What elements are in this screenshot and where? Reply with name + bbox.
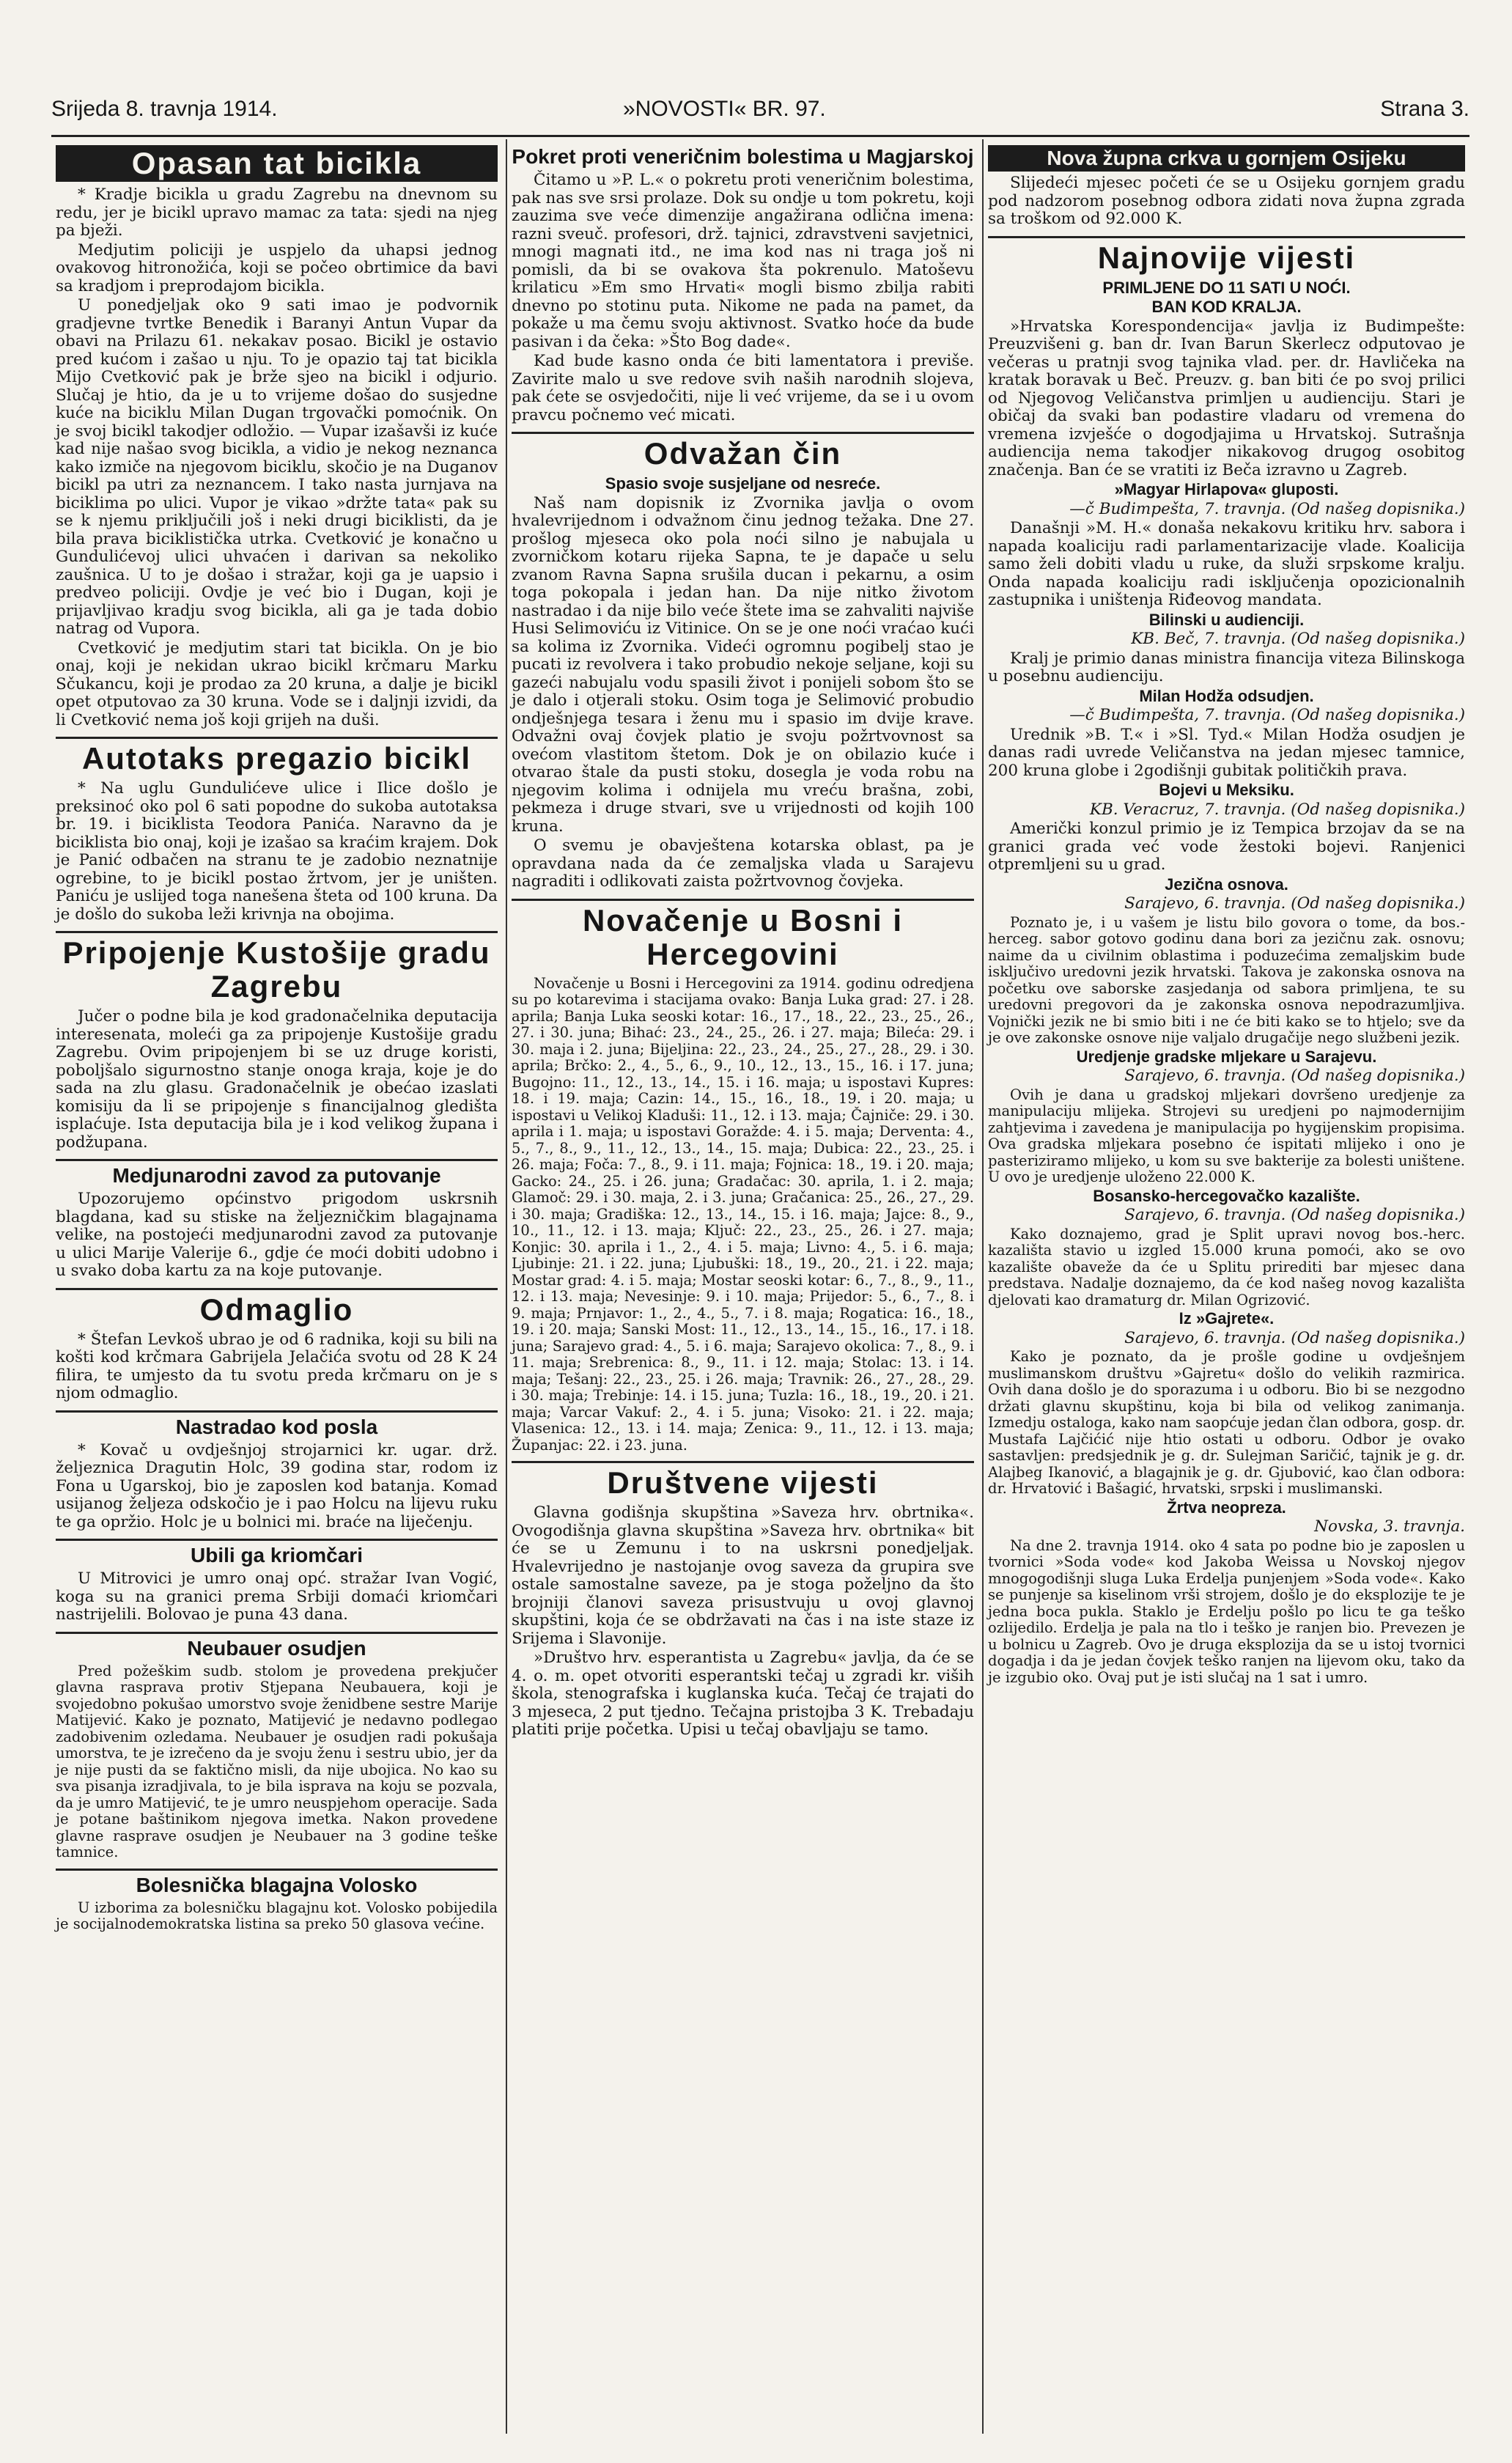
article-title: Opasan tat bicikla: [56, 145, 498, 182]
article-paragraph: U Mitrovici je umro onaj opć. stražar Ivan Vogić, koga su na granici prema Srbiji domaći kriomčari nastrijelili. Bolovao je puna 43 dana.: [56, 1569, 498, 1624]
article-paragraph: Na dne 2. travnja 1914. oko 4 sata po podne bio je zaposlen u tvornici »Soda vode« kod Jakoba Weissa u Novskoj njegov mnogogodišnji sluga Luka Erdelja punjenjem »Soda vode«. Kako se punjenje sa kiselinom vrši strojem, došlo je do eksplozije te je jedna boca pukla. Staklo je Erdelju pošlo po licu te ga teško ozlijedilo. Erdelja je pala na tlo i teško je ranjen bio. Prevezen je u bolnicu u Zagreb. Ovo je druga eksplozija da se u istoj tvornici dogadja i da je jedan čovjek teško ranjen na lijevom oku, tako da je izgubio oko. Ovaj put je isti slučaj na 1 sat i umro.: [988, 1536, 1465, 1686]
article-paragraph: »Hrvatska Korespondencija« javlja iz Budimpešte: Preuzvišeni g. ban dr. Ivan Barun Skerlecz odputovao je večeras u pratnji svog tajnika vlad. per. dr. Havličeka na kratak boravak u Beč. Preuzv. g. ban biti će po svoj prilici od Njegovog Veličanstva primljen u audienciju. Stari je običaj da svaki ban podastire vladaru od vremena do vremena izvješće o dogodjajima u Hrvatskoj. Sutrašnja audiencija nema takodjer nikakovog drugog osobitog značenja. Ban će se vratiti iz Beča izravno u Zagreb.: [988, 317, 1465, 479]
article-paragraph: * Štefan Levkoš ubrao je od 6 radnika, koji su bili na košti kod krčmara Gabrijela Jelačića svotu od 28 K 24 filira, te umjesto da tu svotu preda krčmaru on je s njom odmaglio.: [56, 1330, 498, 1402]
article-title: Autotaks pregazio bicikl: [56, 737, 498, 776]
article-paragraph: * Na uglu Gundulićeve ulice i Ilice došlo je preksinoć oko pol 6 sati popodne do sukoba autotaksa br. 19. i biciklista Teodora Panića. Naravno da je biciklista bio onaj, koji je izašao sa kraćim krajem. Dok je Panić odbačen na stranu te je zadobio neznatnije ogrebine, to je bicikl postao žrtvom, jer je uništen. Paniću je uslijed toga nanešena šteta od 100 kruna. Da je došlo do sukoba leži krivnja na obojima.: [56, 779, 498, 924]
article-paragraph: Upozorujemo općinstvo prigodom uskrsnih blagdana, kad su stiske na željezničkim blagajnama velike, na postojeći medjunarodni zavod za putovanje u ulici Marije Valerije 6., gdje će moći dobiti udobno i u svako doba kartu za na koje putovanje.: [56, 1190, 498, 1280]
news-headline: Bojevi u Meksiku.: [1159, 781, 1294, 799]
article-paragraph: Današnji »M. H.« donaša nekakovu kritiku hrv. sabora i napada koaliciju radi parlamentarizacije vlade. Koalicija samo želi dobiti vladu u ruke, da služi srpskome kralju. Onda napada koaliciju radi isključenja opozicionalnih zastupnika i uništenja Riđeovog mandata.: [988, 519, 1465, 609]
article-paragraph: U ponedjeljak oko 9 sati imao je podvornik gradjevne tvrtke Benedik i Baranyi Antun Vupar da obavi na Prilazu 61. nekakav posao. Bicikl je ostavio pred kućom i zašao u nju. To je opazio taj tat bicikla Mijo Cvetković pak je brže sjeo na bicikl i odjurio. Slučaj je htio, da je u to vrijeme došao do susjedne kuće na biciklu Milan Dugan trgovački pomoćnik. On je svoj bicikl takodjer odložio. — Vupar izašavši iz kuće kad nije našao svog bicikla, a vidio je nekog neznanca kako izmiče na njegovom biciklu, skočio je na Duganov bicikl pa utri za neznancem. I tako nasta jurnjava na biciklima po ulici. Vupor je vikao »držte tata« pak su se k njemu priključili još i neki drugi biciklisti, da je bila prava biciklistička utrka. Cvetković je konačno u Gundulićevoj ulici uhvaćen i darivan sa nekoliko zaušnica. U to je došao i stražar, koji ga je uapsio i predveo policiji. Ovdje je već bio i Dugan, koji je prijavljivao kradju svog bicikla, ali ga je tada dobio natrag od Vupora.: [56, 296, 498, 638]
news-headline: Jezična osnova.: [1165, 875, 1288, 894]
dateline: KB. Veracruz, 7. travnja. (Od našeg dopisnika.): [1089, 800, 1465, 819]
page-number: Strana 3.: [1380, 97, 1469, 121]
article-paragraph: Čitamo u »P. L.« o pokretu proti veneričnim bolestima, pak nas sve srsi prolaze. Dok su ondje u tom pokretu, koji zauzima sve veće dimenzije angažirana odlična imena: razni sveuč. profesori, drž. tajnici, zdravstveni savjetnici, mnogi magnati itd., ne ima kod nas ni traga još ni pomisli, da bi se ovakova šta pokrenulo. Matoševu krilaticu »Em smo Hrvati« mogli bismo zbilja rabiti dnevno po stotinu puta. Nikome ne pada na pamet, da pokaže u ma čemu svoju aktivnost. Svatko hoće da bude pasivan i da čeka: »Što Bog dade«.: [512, 171, 974, 351]
dateline: Sarajevo, 6. travnja. (Od našeg dopisnika.): [1124, 1206, 1465, 1224]
article-paragraph: * Kovač u ovdješnjoj strojarnici kr. ugar. drž. željeznica Dragutin Holc, 39 godina star, rodom iz Fona u Ugarskoj, bio je zaposlen kod batanja. Komad usijanog željeza odskočio je i pao Holcu na lijevu ruku te ga opržio. Holc je u bolnici mi. braće na liječenju.: [56, 1440, 498, 1531]
dateline: Sarajevo, 6. travnja. (Od našeg dopisnika.): [1124, 894, 1465, 913]
article-title: Odmaglio: [56, 1288, 498, 1327]
article-paragraph: Medjutim policiji je uspjelo da uhapsi jednog ovakovog hitronožića, koji se počeo obrtimice da bavi sa kradjom i preprodajom bicikla.: [56, 240, 498, 295]
article-title: Bolesnička blagajna Volosko: [56, 1869, 498, 1897]
article-paragraph: O svemu je obavještena kotarska oblast, pa je opravdana nada da će zemaljska vlada u Sarajevu nagraditi i odlikovati zaista požrtvovnog čovjeka.: [512, 836, 974, 891]
news-headline: »Magyar Hirlapova« gluposti.: [1114, 480, 1339, 498]
section-subtitle: PRIMLJENE DO 11 SATI U NOĆI.: [1102, 278, 1351, 297]
dateline: Novska, 3. travnja.: [1314, 1517, 1465, 1536]
article-paragraph: Slijedeći mjesec početi će se u Osijeku gornjem gradu pod nadzorom posebnog odbora zidati nova župna zgrada sa troškom od 92.000 K.: [988, 174, 1465, 228]
article-title: Nastradao kod posla: [56, 1410, 498, 1439]
news-headline: Uredjenje gradske mljekare u Sarajevu.: [1076, 1047, 1377, 1066]
article-paragraph: Kralj je primio danas ministra financija viteza Bilinskoga u posebnu audienciju.: [988, 649, 1465, 685]
article-title: Nova župna crkva u gornjem Osijeku: [988, 145, 1465, 172]
article-subtitle: Spasio svoje susjeljane od nesreće.: [605, 474, 881, 493]
section-subtitle: BAN KOD KRALJA.: [1151, 298, 1302, 316]
article-paragraph: Naš nam dopisnik iz Zvornika javlja o ovom hvalevrijednom i odvažnom činu jednog težaka. Dne 27. prošlog mjeseca oko pola noći silno je nabujala u zvorničkom kotaru rijeka Sapna, te je dapače u selu zvanom Ravna Sapna srušila ducan i pekarnu, a osim toga pokopala i jedan han. Da nije nitko životom nastradao i da nije bilo veće štete ima se zahvaliti najviše Husi Selimoviću iz Vitinice. On se je one noći vraćao kući sa kolima iz Zvornika. Videći ogromnu pogibelj stao je pucati iz revolvera i tako probudio nekoje seljane, koji su gazeći nabujalu vodu spasili život i ponijeli sobom što se je dalo i otjerali stoku. Osim toga je Selimović probudio ondješnjega tesara i ženu mu i spasio im dvije krave. Odvažni ovaj čovjek platio je svoju požrtvovnost sa ovećom vlastitom štetom. Dok je on obilazio kuće i otvarao štale da pusti stoku, dosegla je voda robu na njegovim kolima i odnijela mu vreću brašna, zobi, pekmeza i druge stvari, sve u vrijednosti od kojih 100 kruna.: [512, 493, 974, 836]
news-headline: Milan Hodža odsudjen.: [1139, 686, 1314, 705]
dateline: —č Budimpešta, 7. travnja. (Od našeg dopisnika.): [1069, 499, 1465, 518]
article-paragraph: U izborima za bolesničku blagajnu kot. Volosko pobijedila je socijalnodemokratska listina sa preko 50 glasova većine.: [56, 1899, 498, 1932]
article-paragraph: Jučer o podne bila je kod gradonačelnika deputacija interesenata, moleći ga za pripojenje Kustošije gradu Zagrebu. Ovim pripojenjem bi se uz druge koristi, poboljšalo sigurnostno stanje onoga kraja, koje je do sada na zlu glasu. Gradonačelnik je obećao izaslati komisiju da li se pripojenje s financijalnog gledišta isplaćuje. Ista deputacija bila je i kod velikog župana i podžupana.: [56, 1007, 498, 1152]
article-title: Društvene vijesti: [512, 1461, 974, 1500]
masthead: [51, 88, 1469, 137]
article-paragraph: Poznato je, i u vašem je listu bilo govora o tome, da bos.-herceg. sabor gotovo godinu dana bori za jezičnu zak. osnovu; naime da u civilnim oblastima i poduzećima zemaljskim bude isključivo uredovni jezik hrvatski. Takova je zakonska osnova na početku ove saborske zasjedanja od sabora primljena, te su uredovni pregovori da je zakonska osnova nepodrazumljiva. Vojnički jezik ne bi smio biti i ne će biti kako se to htjelo; sve da je ove zakonske osnove nije valjalo drugačije nego službeni jezik.: [988, 913, 1465, 1046]
article-paragraph: Cvetković je medjutim stari tat bicikla. On je bio onaj, koji je nekidan ukrao bicikl krčmaru Marku Sčukancu, koji je prodao za 20 kruna, a dalje je bicikl opet otputovao za 30 kruna. Vode se i daljnji izvidi, da li Cvetković nema još koji grijeh na duši.: [56, 638, 498, 729]
column-1: [51, 139, 502, 2434]
article-title: Medjunarodni zavod za putovanje: [56, 1159, 498, 1188]
article-paragraph: Glavna godišnja skupština »Saveza hrv. obrtnika«. Ovogodišnja glavna skupština »Saveza hrv. obrtnika« bit će se u Zemunu i to na uskrsni ponedjeljak. Hvalevrijedno je nastojanje ovog saveza da grupira sve ostale samostalne saveze, pa je stoga poželjno da što brojniji članovi saveza prisustvuju u ovoj glavnoj skupštini, koja će se obdržavati na čas i na iste staze iz Srijema i Slavonije.: [512, 1503, 974, 1648]
dateline: —č Budimpešta, 7. travnja. (Od našeg dopisnika.): [1069, 706, 1465, 724]
article-paragraph: Kako je poznato, da je prošle godine u ovdješnjem muslimanskom društvu »Gajretu« došlo do velikih razmirica. Ovih dana došlo je do sporazuma i u odboru. Bio bi se nezgodno držati glavnu skupštinu, koja bi bila od velikog zanimanja. Izmedju ostaloga, kako nam saopćuje jedan član odbora, gosp. dr. Mustafa Lajčićić nije htio ostati u odboru. Odbor je ovako sastavljen: predsjednik je g. dr. Sulejman Saričić, tajnik je g. dr. Alajbeg Ikanović, a blagajnik je g. dr. Gjubović, kao član odbora: dr. Hrvatović i Bašagić, hrvatski, srpski i muslimanski.: [988, 1348, 1465, 1497]
article-paragraph: »Društvo hrv. esperantista u Zagrebu« javlja, da će se 4. o. m. opet otvoriti esperantski tečaj u zgradi kr. viših škola, stenografska i kuglanska kuća. Tečaj će trajati do 3 mjeseca, 2 put tjedno. Tečajna pristojba 3 K. Trebadaju platiti prije početka. Upisi u tečaj obavljaju se tamo.: [512, 1649, 974, 1739]
column-3: [982, 139, 1469, 2434]
article-title: Pripojenje Kustošije gradu Zagrebu: [56, 931, 498, 1004]
article-title: Novačenje u Bosni i Hercegovini: [512, 899, 974, 971]
dateline: Sarajevo, 6. travnja. (Od našeg dopisnika.): [1124, 1067, 1465, 1085]
article-title: Ubili ga kriomčari: [56, 1539, 498, 1567]
issue-date: Srijeda 8. travnja 1914.: [51, 97, 278, 121]
article-title: Odvažan čin: [512, 432, 974, 471]
article-paragraph: Pred požeškim sudb. stolom je provedena prekjučer glavna rasprava protiv Stjepana Neubauera, koji je svojedobno pokušao umorstvo svoje ženidbene sestre Marije Matijević. Kako je poznato, Matijević je nedavno podlegao zadobivenim ozledama. Neubauer je osudjen radi pokušaja umorstva, te je izrečeno da je svoju ženu i sestru ubio, jer da je nije pusti da se faktično misli, da nije ubojica. No kao su sva pisanja izradjivala, to je bila isprava na koju se pozvala, da je umro Matijević, te je umro neuspjehom operacije. Sada je potane baštinikom njegova imetka. Nakon provedene glavne rasprave osudjen je Neubauer na 3 godine teške tamnice.: [56, 1662, 498, 1860]
article-paragraph: Kad bude kasno onda će biti lamentatora i previše. Zavirite malo u sve redove svih naših narodnih slojeva, pak ćete se osvjedočiti, nije li već vrijeme, da se i u ovom pravcu počnemo već micati.: [512, 352, 974, 424]
news-headline: Žrtva neopreza.: [1167, 1498, 1286, 1517]
article-title: Najnovije vijesti: [988, 236, 1465, 275]
article-paragraph: Urednik »B. T.« i »Sl. Tyd.« Milan Hodža osudjen je danas radi uvrede Veličanstva na jedan mjesec tamnice, 200 kruna globe i 2godišnji gubitak političkih prava.: [988, 725, 1465, 780]
paper-name: »NOVOSTI« BR. 97.: [623, 97, 826, 121]
dateline: Sarajevo, 6. travnja. (Od našeg dopisnika.): [1124, 1328, 1465, 1347]
article-paragraph: Novačenje u Bosni i Hercegovini za 1914. godinu odredjena su po kotarevima i stacijama ovako: Banja Luka grad: 27. i 28. aprila; Banja Luka seoski kotar: 16., 17., 18., 22., 23., 25., 26., 27. i 30. juna; Bihać: 23., 24., 25., 26. i 27. maja; Bileća: 29. i 30. maja i 2. juna; Bijeljina: 22., 23., 24., 25., 27., 28., 29. i 30. aprila; Brčko: 2., 4., 5., 6., 9., 10., 12., 13., 15., 16. i 17. juna; Bugojno: 11., 12., 13., 14., 15. i 16. maja; u ispostavi Kupres: 18. i 19. maja; Cazin: 14., 15., 16., 18., 19. i 20. maja; u ispostavi u Velikoj Kladuši: 11., 12. i 13. maja; Čajniče: 29. i 30. aprila i 1. maja; u ispostavi Goražde: 4. i 5. maja; Derventa: 4., 5., 7., 8., 9., 11., 12., 13., 14., 15. maja; Dubica: 22., 23., 25. i 26. maja; Foča: 7., 8., 9. i 11. maja; Fojnica: 18., 19. i 20. maja; Gacko: 24., 25. i 26. juna; Gradačac: 30. aprila, 1. i 2. maja; Glamoč: 29. i 30. maja, 2. i 3. juna; Gračanica: 25., 26., 27., 29. i 30. maja; Gradiška: 12., 13., 14., 15. i 16. maja; Jajce: 8., 9., 10., 11., 12. i 13. maja; Ključ: 22., 23., 25., 26. i 27. maja; Konjic: 30. aprila i 1., 2., 4. i 5. maja; Livno: 4., 5. i 6. maja; Ljubinje: 21. i 22. juna; Ljubuški: 18., 19., 20., 21. i 22. maja; Mostar grad: 4. i 5. maja; Mostar seoski kotar: 6., 7., 8., 9., 11., 12. i 13. maja; Nevesinje: 9. i 10. maja; Prijedor: 5., 6., 7., 8. i 9. maja; Prnjavor: 1., 2., 4., 5., 7. i 8. maja; Rogatica: 16., 18., 19. i 20. maja; Sanski Most: 11., 12., 13., 14., 15., 16., 17. i 18. juna; Sarajevo grad: 4., 5. i 6. maja; Sarajevo okolica: 7., 8., 9. i 11. maja; Srebrenica: 8., 9., 11. i 12. maja; Stolac: 13. i 14. maja; Tešanj: 22., 23., 25. i 26. maja; Travnik: 26., 27., 28., 29. i 30. maja; Trebinje: 14. i 15. juna; Tuzla: 16., 18., 19., 20. i 21. maja; Varcar Vakuf: 2., 4. i 5. juna; Visoko: 21. i 22. maja; Vlasenica: 12., 13. i 14. maja; Zenica: 9., 11., 12. i 13. maja; Županjac: 22. i 23. juna.: [512, 974, 974, 1454]
news-headline: Bosansko-hercegovačko kazalište.: [1093, 1186, 1360, 1205]
dateline: KB. Beč, 7. travnja. (Od našeg dopisnika.): [1131, 630, 1465, 648]
column-2: [506, 139, 978, 2434]
news-headline: Iz »Gajrete«.: [1179, 1309, 1275, 1328]
article-paragraph: Kako doznajemo, grad je Split upravi novog bos.-herc. kazališta stavio u izgled 15.000 kruna pomoći, ako se ovo kazalište obaveže da će u Splitu prirediti bar mjesec dana predstava. Nadalje doznajemo, da će kod našeg novog kazališta djelovati kao dramaturg dr. Milan Ogrizović.: [988, 1225, 1465, 1308]
article-paragraph: Američki konzul primio je iz Tempica brzojav da se na granici grada već vode žestoki bojevi. Ranjenici otpremljeni su u grad.: [988, 820, 1465, 874]
news-headline: Bilinski u audienciji.: [1148, 610, 1305, 629]
article-title: Neubauer osudjen: [56, 1632, 498, 1660]
article-paragraph: Ovih je dana u gradskoj mljekari dovršeno uredjenje za manipulaciju mlijeka. Strojevi su uredjeni po najmodernijim zahtjevima i zavedena je manipulacija po hygijenskim propisima. Ova gradska mljekara posebno će ispitati mlijeko i ono je pasteriziramo mlijeko, u kom su sve bakterije za bolesti uništene. U ovo je uredjenje uloženo 22.000 K.: [988, 1086, 1465, 1185]
article-title: Pokret proti veneričnim bolestima u Magjarskoj: [512, 145, 974, 168]
article-paragraph: * Kradje bicikla u gradu Zagrebu na dnevnom su redu, jer je bicikl upravo mamac za tata: sjedi na njeg pa bježi.: [56, 185, 498, 240]
